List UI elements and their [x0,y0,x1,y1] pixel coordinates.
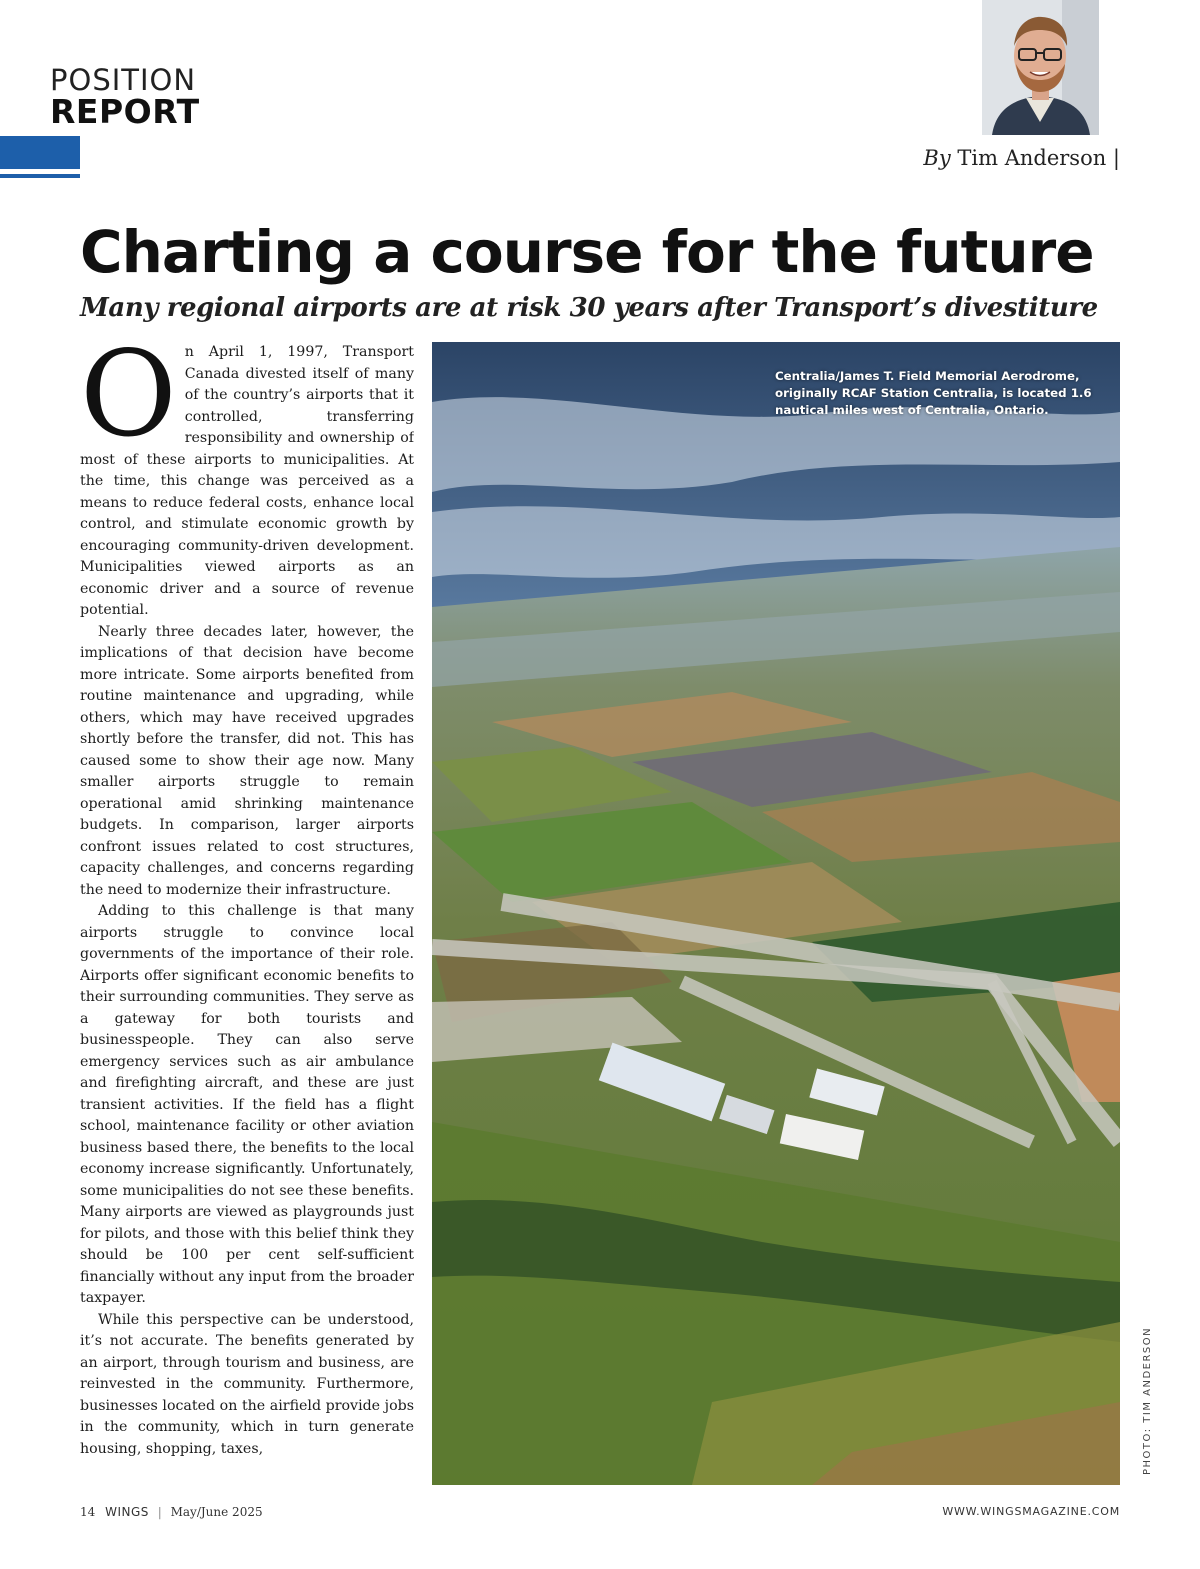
paragraph-1 [80,342,414,622]
footer-separator: | [157,1505,162,1519]
section-kicker-bottom: REPORT [50,92,200,131]
paragraph-3: Adding to this challenge is that many airports struggle to convince local governments of the importance of their role. Airports offer significant economic benefits to their surrounding communities. They serve as a gateway for both tourists and businesspeople. They can also serve emergency services such as air ambulance and firefighting aircraft, and these are just transient activities. If the field has a flight school, maintenance facility or other aviation business based there, the benefits to the local economy increase significantly. Unfortunately, some municipalities do not see these benefits. Many airports are viewed as playgrounds just for pilots, and those with this belief think they should be 100 per cent self-sufficient financially without any input from the broader taxpayer. [80,903,414,1306]
paragraph-4: While this perspective can be understood, it’s not accurate. The benefits generated by an airport, through tourism and business, are reinvested in the community. Furthermore, businesses located on the airfield provide jobs in the community, which in turn generate housing, shopping, taxes, [80,1311,414,1457]
photo-credit: PHOTO: TIM ANDERSON [1142,1326,1153,1475]
drop-cap: O [80,342,177,463]
footer-url[interactable]: WWW.WINGSMAGAZINE.COM [942,1505,1120,1518]
headline: Charting a course for the future [80,218,1094,286]
article-body [80,342,414,1487]
footer-folio [80,1505,263,1519]
paragraph-2: Nearly three decades later, however, the implications of that decision have become more intricate. Some airports benefited from routine maintenance and upgrading, while others, which may have received upgrades shortly before the transfer, did not. This has caused some to show their age now. Many smaller airports struggle to remain operational amid shrinking maintenance budgets. In comparison, larger airports confront issues related to cost structures, capacity challenges, and concerns regarding the need to modernize their infrastructure. [80,623,414,898]
author-photo [982,0,1099,135]
byline-prefix: By [923,146,951,170]
section-kicker-top: POSITION [50,63,197,97]
issue-date: May/June 2025 [170,1505,263,1519]
magazine-name: WINGS [105,1505,149,1519]
section-accent-rule [0,174,80,178]
byline-author: Tim Anderson | [957,146,1120,170]
byline [923,146,1120,170]
page-number: 14 [80,1505,96,1519]
section-accent-block [0,136,80,169]
photo-caption: Centralia/James T. Field Memorial Aerodrome, originally RCAF Station Centralia, is located 1.6 nautical miles west of Centralia, Ontario. [775,369,1092,417]
deck: Many regional airports are at risk 30 years after Transport’s divestiture [80,293,1098,323]
paragraph-1-text: n April 1, 1997, Transport Canada divested itself of many of the country’s airports that it controlled, transferring responsibility and ownership of most of these airports to municipalities. At the time, this change was perceived as a means to reduce federal costs, enhance local control, and stimulate economic growth by encouraging community-driven development. Municipalities viewed airports as an economic driver and a source of revenue potential. [80,344,414,618]
aerial-photo [432,342,1120,1485]
